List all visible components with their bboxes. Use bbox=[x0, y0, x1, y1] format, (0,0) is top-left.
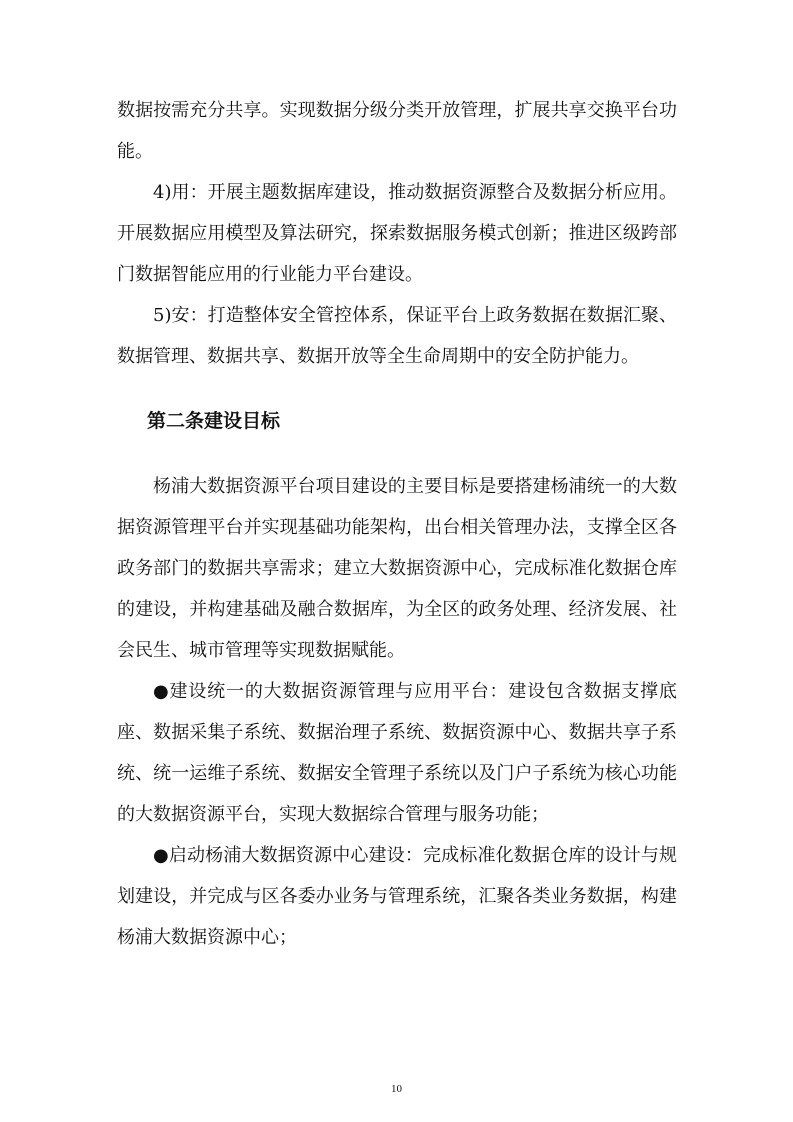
paragraph-security: 5)安：打造整体安全管控体系，保证平台上政务数据在数据汇聚、数据管理、数据共享、数据开放等全生命周期中的安全防护能力。 bbox=[117, 305, 677, 367]
paragraph-objectives-intro: 杨浦大数据资源平台项目建设的主要目标是要搭建杨浦统一的大数据资源管理平台并实现基础功能架构，出台相关管理办法，支撑全区各政务部门的数据共享需求；建立大数据资源中心，完成标准化数据仓库的建设，并构建基础及融合数据库，为全区的政务处理、经济发展、社会民生、城市管理等实现数据赋能。 bbox=[117, 476, 677, 661]
bullet-resource-center: ●启动杨浦大数据资源中心建设：完成标准化数据仓库的设计与规划建设，并完成与区各委办业务与管理系统，汇聚各类业务数据，构建杨浦大数据资源中心； bbox=[117, 845, 677, 948]
bullet-unified-platform: ●建设统一的大数据资源管理与应用平台：建设包含数据支撑底座、数据采集子系统、数据治理子系统、数据资源中心、数据共享子系统、统一运维子系统、数据安全管理子系统以及门户子系统为核心功能的大数据资源平台，实现大数据综合管理与服务功能； bbox=[117, 681, 677, 825]
page-number: 10 bbox=[391, 1083, 402, 1095]
paragraph-data-sharing: 数据按需充分共享。实现数据分级分类开放管理，扩展共享交换平台功能。 bbox=[117, 100, 677, 162]
paragraph-use: 4)用：开展主题数据库建设，推动数据资源整合及数据分析应用。开展数据应用模型及算法研究，探索数据服务模式创新；推进区级跨部门数据智能应用的行业能力平台建设。 bbox=[117, 182, 677, 285]
section-heading: 第二条建设目标 bbox=[147, 410, 281, 432]
page-content bbox=[117, 90, 677, 958]
